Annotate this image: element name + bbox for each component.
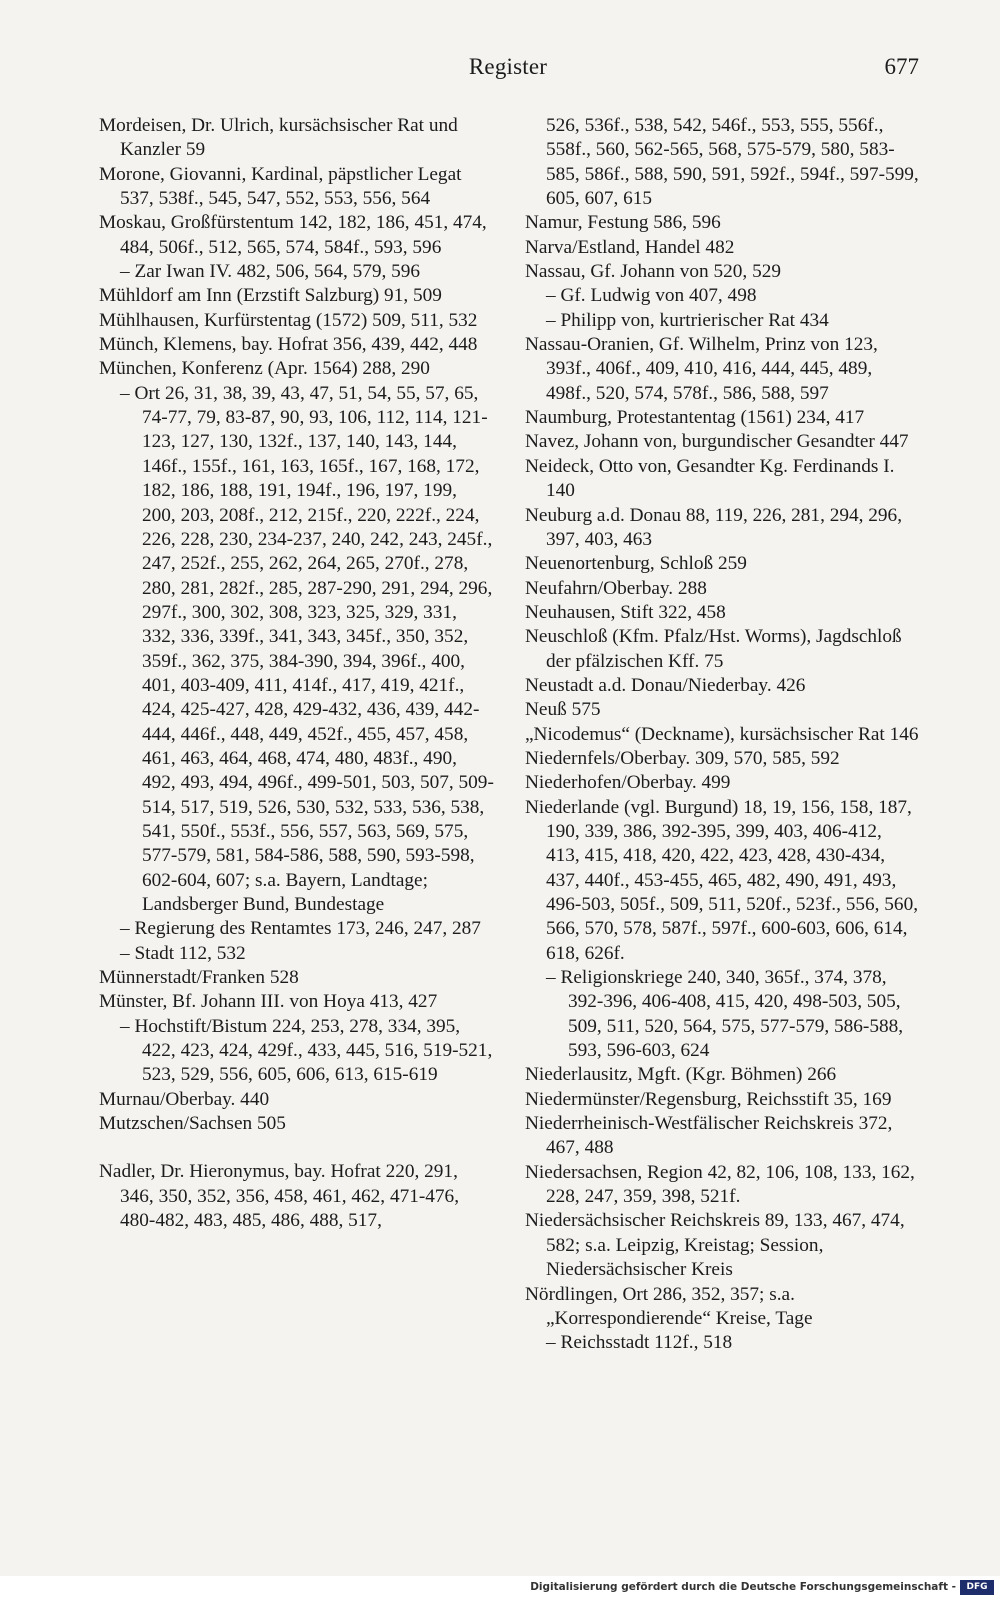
index-entry: Neuburg a.d. Donau 88, 119, 226, 281, 294, 296, 397, 403, 463: [525, 504, 903, 550]
index-entry: Narva/Estland, Handel 482: [525, 236, 735, 258]
index-entry: Neuschloß (Kfm. Pfalz/Hst. Worms), Jagdschloß der pfälzischen Kff. 75: [525, 626, 902, 672]
index-entry: Münster, Bf. Johann III. von Hoya 413, 427: [99, 991, 438, 1013]
index-entry: Nadler, Dr. Hieronymus, bay. Hofrat 220, 291, 346, 350, 352, 356, 458, 461, 462, 471-476, 480-482, 483, 485, 486, 488, 517,: [99, 1161, 460, 1232]
index-entry: Niedernfels/Oberbay. 309, 570, 585, 592: [525, 747, 840, 769]
index-entry: Niedermünster/Regensburg, Reichsstift 35, 169: [525, 1088, 892, 1110]
index-entry: Mühlhausen, Kurfürstentag (1572) 509, 511, 532: [99, 309, 478, 331]
page-number: 677: [884, 54, 919, 79]
index-entry: Neuenortenburg, Schloß 259: [525, 553, 747, 575]
index-subentry: – Zar Iwan IV. 482, 506, 564, 579, 596: [120, 261, 421, 283]
index-subentry: – Regierung des Rentamtes 173, 246, 247, 287: [120, 918, 481, 940]
index-entry: Neideck, Otto von, Gesandter Kg. Ferdinands I. 140: [525, 455, 895, 502]
index-subentry: – Philipp von, kurtrierischer Rat 434: [546, 309, 829, 331]
index-entry: Mühldorf am Inn (Erzstift Salzburg) 91, 509: [99, 285, 442, 307]
index-entry: Münch, Klemens, bay. Hofrat 356, 439, 442, 448: [99, 334, 478, 356]
index-entry: Navez, Johann von, burgundischer Gesandter 447: [525, 431, 909, 453]
index-column-left: [99, 114, 494, 1233]
index-entry: Niedersächsischer Reichskreis 89, 133, 467, 474, 582; s.a. Leipzig, Kreistag; Session, Niedersächsischer Kreis: [525, 1210, 905, 1281]
index-entry: „Nicodemus“ (Deckname), kursächsischer Rat 146: [525, 723, 919, 745]
index-subentry: – Hochstift/Bistum 224, 253, 278, 334, 395, 422, 423, 424, 429f., 433, 445, 516, 519-521, 523, 529, 556, 605, 606, 613, 615-619: [120, 1015, 493, 1086]
index-subentry: – Religionskriege 240, 340, 365f., 374, 378, 392-396, 406-408, 415, 420, 498-503, 505, 509, 511, 520, 564, 575, 577-579, 586-588, 593, 596-603, 624: [546, 967, 904, 1062]
index-entry: Niederlausitz, Mgft. (Kgr. Böhmen) 266: [525, 1064, 837, 1086]
index-entry: Mordeisen, Dr. Ulrich, kursächsischer Rat und Kanzler 59: [99, 115, 458, 161]
index-entry: Münnerstadt/Franken 528: [99, 967, 299, 989]
index-subentry: – Reichsstadt 112f., 518: [546, 1332, 733, 1354]
funding-credit: Digitalisierung gefördert durch die Deutsche Forschungsgemeinschaft -: [530, 1581, 956, 1593]
index-subentry: – Stadt 112, 532: [120, 942, 246, 964]
index-entry: Mutzschen/Sachsen 505: [99, 1113, 286, 1135]
index-entry: Naumburg, Protestantentag (1561) 234, 417: [525, 407, 865, 429]
index-entry: Niedersachsen, Region 42, 82, 106, 108, 133, 162, 228, 247, 359, 398, 521f.: [525, 1161, 915, 1208]
dfg-logo-icon: DFG: [960, 1580, 994, 1595]
index-entry: München, Konferenz (Apr. 1564) 288, 290: [99, 358, 430, 380]
index-entry: Neufahrn/Oberbay. 288: [525, 577, 707, 599]
index-column-right: [525, 114, 920, 1356]
running-title: Register: [468, 54, 548, 79]
index-entry: Nassau, Gf. Johann von 520, 529: [525, 261, 781, 283]
index-entry: Murnau/Oberbay. 440: [99, 1088, 270, 1110]
index-entry: Namur, Festung 586, 596: [525, 212, 721, 234]
digitization-footer: [0, 1576, 1000, 1600]
index-entry: Moskau, Großfürstentum 142, 182, 186, 451, 474, 484, 506f., 512, 565, 574, 584f., 593, 596: [99, 212, 487, 258]
page-header: [97, 54, 919, 90]
index-subentry: – Ort 26, 31, 38, 39, 43, 47, 51, 54, 55, 57, 65, 74-77, 79, 83-87, 90, 93, 106, 112, 114, 121-123, 127, 130, 132f., 137, 140, 143, 144, 146f., 155f., 161, 163, 165f., 167, 168, 172, 182, 186, 188, 191, 194f., 196, 197, 199, 200, 203, 208f., 212, 215f., 220, 222f., 224, 226, 228, 230, 234-237, 240, 242, 243, 245f., 247, 252f., 255, 262, 264, 265, 270f., 278, 280, 281, 282f., 285, 287-290, 291, 294, 296, 297f., 300, 302, 308, 323, 325, 329, 331, 332, 336, 339f., 341, 343, 345f., 350, 352, 359f., 362, 375, 384-390, 394, 396f., 400, 401, 403-409, 411, 414f., 417, 419, 421f., 424, 425-427, 428, 429-432, 436, 439, 442-444, 446f., 448, 449, 452f., 455, 457, 458, 461, 463, 464, 468, 474, 480, 483f., 490, 492, 493, 494, 496f., 499-501, 503, 507, 509-514, 517, 519, 526, 530, 532, 533, 536, 538, 541, 550f., 553f., 556, 557, 563, 569, 575, 577-579, 581, 584-586, 588, 590, 593-598, 602-604, 607; s.a. Bayern, Landtage; Landsberger Bund, Bundestage: [120, 382, 494, 915]
index-entry: Neuß 575: [525, 699, 601, 721]
index-entry: Nördlingen, Ort 286, 352, 357; s.a. „Korrespondierende“ Kreise, Tage: [525, 1283, 813, 1329]
index-entry: Morone, Giovanni, Kardinal, päpstlicher Legat 537, 538f., 545, 547, 552, 553, 556, 564: [99, 163, 462, 210]
index-entry: Neustadt a.d. Donau/Niederbay. 426: [525, 674, 806, 696]
index-entry: Niederhofen/Oberbay. 499: [525, 772, 731, 794]
index-entry: Nassau-Oranien, Gf. Wilhelm, Prinz von 123, 393f., 406f., 409, 410, 416, 444, 445, 489, 498f., 520, 574, 578f., 586, 588, 597: [525, 334, 878, 404]
index-entry: 526, 536f., 538, 542, 546f., 553, 555, 556f., 558f., 560, 562-565, 568, 575-579, 580, 583-585, 586f., 588, 590, 591, 592f., 594f., 597-599, 605, 607, 615: [546, 115, 919, 210]
index-entry: Neuhausen, Stift 322, 458: [525, 601, 726, 623]
index-entry: Niederrheinisch-Westfälischer Reichskreis 372, 467, 488: [525, 1113, 893, 1159]
index-subentry: – Gf. Ludwig von 407, 498: [546, 285, 757, 307]
index-entry: Niederlande (vgl. Burgund) 18, 19, 156, 158, 187, 190, 339, 386, 392-395, 399, 403, 406-412, 413, 415, 418, 420, 422, 423, 428, 430-434, 437, 440f., 453-455, 465, 482, 490, 491, 493, 496-503, 505f., 509, 511, 520f., 523f., 556, 560, 566, 570, 578, 587f., 597f., 600-603, 606, 614, 618, 626f.: [525, 796, 919, 964]
